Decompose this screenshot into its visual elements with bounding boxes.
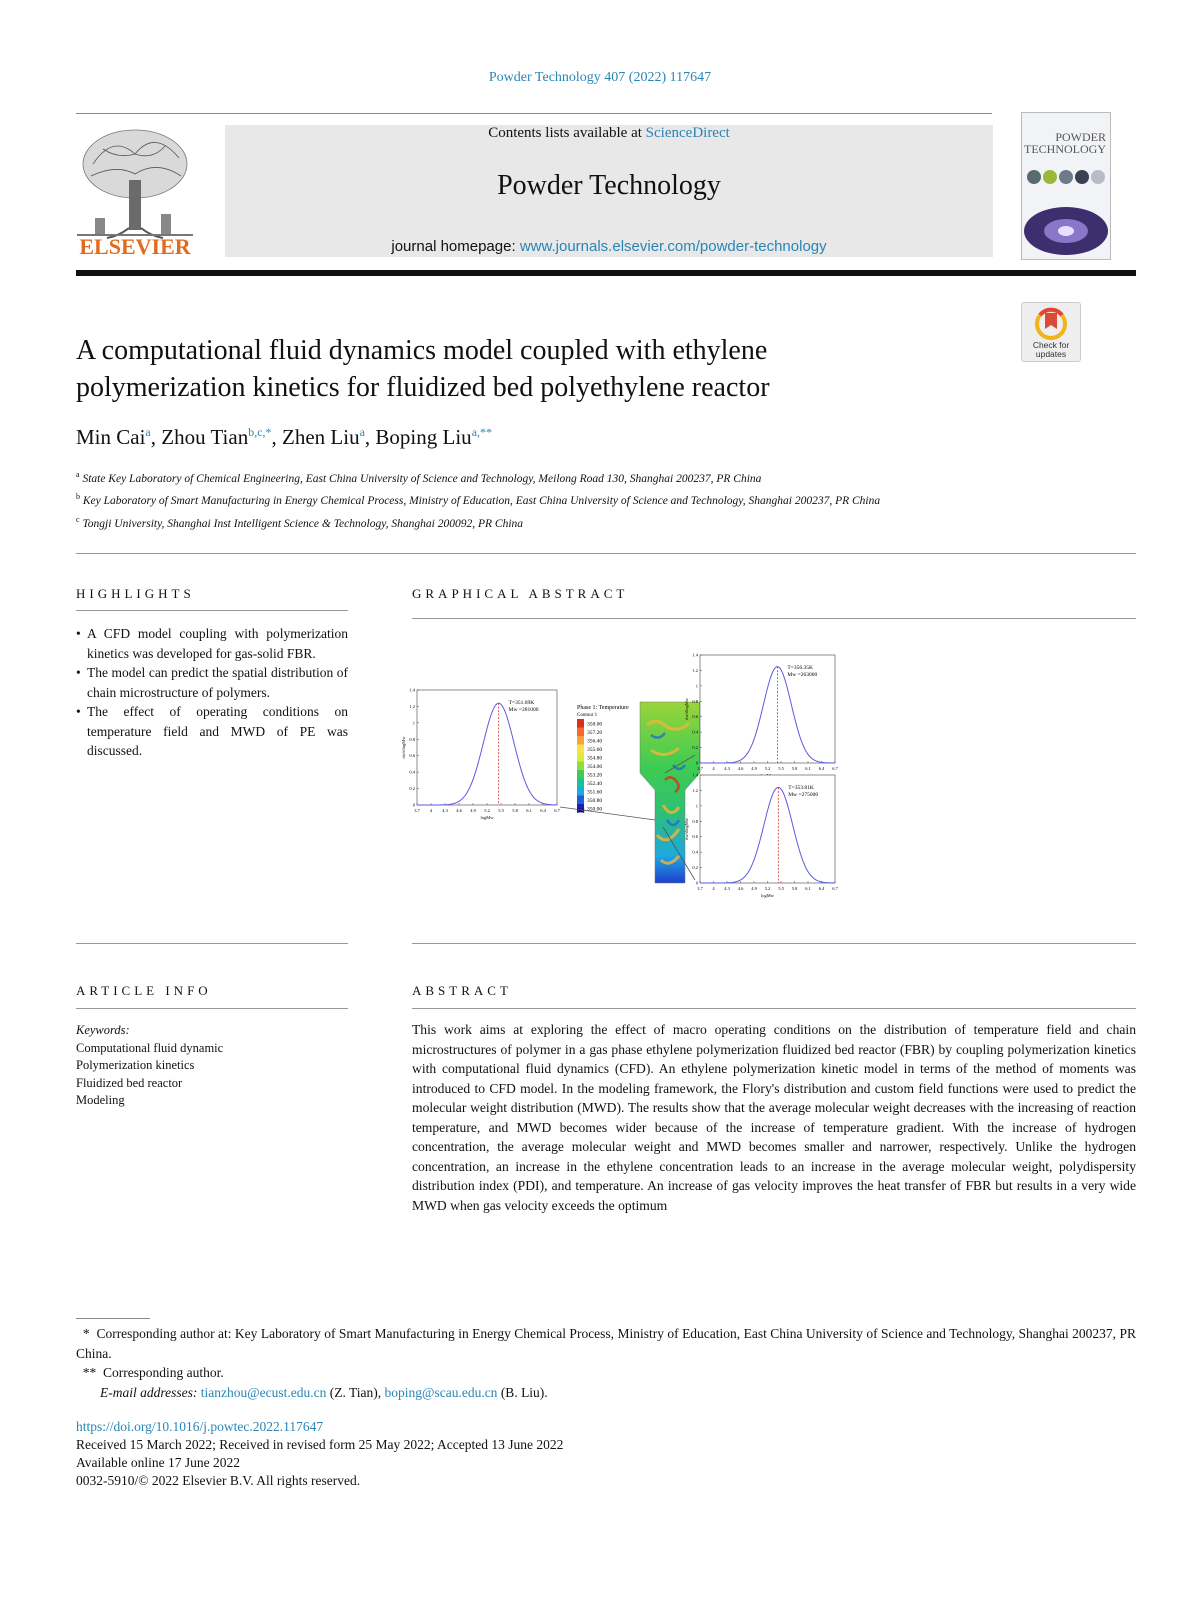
x-tick-label: 5.8 bbox=[791, 766, 798, 771]
author-name[interactable]: Zhen Liu bbox=[282, 425, 360, 449]
y-tick-label: 0.6 bbox=[409, 753, 415, 759]
article-info-heading: ARTICLE INFO bbox=[76, 983, 212, 998]
contour-legend-swatch bbox=[577, 745, 584, 754]
email-link-liu[interactable]: boping@scau.edu.cn bbox=[384, 1384, 498, 1400]
x-tick-label: 3.7 bbox=[697, 766, 703, 771]
contour-legend-level: 356.40 bbox=[587, 738, 603, 745]
contour-legend-swatch bbox=[577, 728, 584, 737]
plot-annotation: T=353.81K bbox=[788, 785, 814, 791]
highlight-item: • A CFD model coupling with polymerization kinetics was developed for gas-solid FBR. bbox=[76, 624, 348, 663]
email-owner-liu: (B. Liu). bbox=[500, 1384, 548, 1400]
y-tick-label: 0.6 bbox=[692, 834, 698, 840]
author-sup[interactable]: a bbox=[359, 425, 365, 439]
footnote-corresponding-2: ** Corresponding author. bbox=[82, 1365, 224, 1380]
y-tick-label: 0 bbox=[695, 880, 698, 886]
check-for-updates-badge[interactable] bbox=[1021, 302, 1081, 362]
svg-text:ELSEVIER: ELSEVIER bbox=[79, 234, 191, 259]
abstract-text: This work aims at exploring the effect of macro operating conditions on the distribution of temperature field and chain microstructures of polymer in a gas phase ethylene polymerization fluidized bed reactor (FBR) by coupling polymerization kinetics with computational fluid dynamics (CFD). An ethylene polymerization kinetic model in terms of the method of moments was introduced to CFD model. In the modeling framework, the Flory's distribution and custom field functions were used to predict the molecular weight distribution (MWD). The results show that the average molecular weight decreases with the increasing of reaction temperature, and MWD becomes wider because of the increase of temperature gradient. With the increase of hydrogen concentration, the average molecular weight and MWD becomes smaller and narrower, respectively. Unlike the hydrogen concentration, an increase in the ethylene concentration leads to an increase in the average molecular weight, polydispersity distribution index (PDI), and temperature. An increase of gas velocity improves the heat transfer of FBR but results in a very wide MWD when gas velocity exceeds the optimum bbox=[412, 1022, 1136, 1213]
plot-annotation: Mw =263000 bbox=[787, 672, 818, 678]
y-tick-label: 0 bbox=[695, 760, 698, 766]
author-name[interactable]: Boping Liu bbox=[375, 425, 472, 449]
contour-legend-level: 357.20 bbox=[587, 730, 603, 736]
contour-legend-level: 354.80 bbox=[587, 755, 603, 762]
contour-legend-level: 358.00 bbox=[587, 721, 603, 728]
affiliations bbox=[76, 466, 1006, 533]
highlights-rule bbox=[76, 610, 348, 611]
author-name[interactable]: Min Cai bbox=[76, 425, 146, 449]
affiliation-c: $^c$ Tongji University, Shanghai Inst Intelligent Science & Technology, Shanghai 200092, PR China bbox=[76, 514, 524, 530]
footnote-corresponding-1: * Corresponding author at: Key Laboratory of Smart Manufacturing in Energy Chemical Process, Ministry of Education, East China University of Science and Technology, Shanghai 200237, PR China. bbox=[76, 1326, 1136, 1361]
y-tick-label: 0.2 bbox=[692, 745, 698, 751]
mwd-plot bbox=[684, 773, 839, 899]
y-tick-label: 1.2 bbox=[692, 787, 698, 793]
x-tick-label: 4.9 bbox=[751, 886, 757, 891]
journal-homepage-link[interactable]: www.journals.elsevier.com/powder-technology bbox=[519, 238, 827, 255]
y-tick-label: 1.2 bbox=[409, 703, 415, 709]
y-axis-label: dw/dlogMw bbox=[684, 817, 689, 841]
keywords-block bbox=[76, 1022, 223, 1110]
plot-annotation: T=356.35K bbox=[787, 665, 813, 671]
x-tick-label: 6.1 bbox=[526, 808, 532, 813]
contour-legend-level: 352.40 bbox=[587, 781, 603, 787]
keyword-item: Computational fluid dynamic bbox=[76, 1040, 224, 1055]
x-tick-label: 3.7 bbox=[414, 808, 420, 813]
abstract-heading: ABSTRACT bbox=[412, 983, 512, 998]
contour-legend-level: 355.60 bbox=[587, 747, 603, 753]
x-tick-label: 6.4 bbox=[818, 886, 825, 891]
publication-info bbox=[76, 1418, 563, 1490]
y-tick-label: 1 bbox=[412, 720, 415, 726]
highlights-heading: HIGHLIGHTS bbox=[76, 586, 195, 601]
y-tick-label: 0.8 bbox=[692, 818, 698, 824]
contents-available-line bbox=[225, 125, 993, 142]
author-sup[interactable]: a,** bbox=[471, 425, 493, 439]
x-tick-label: 6.7 bbox=[554, 808, 560, 813]
x-tick-label: 5.2 bbox=[764, 766, 771, 771]
x-tick-label: 5.5 bbox=[778, 886, 784, 891]
graphical-abstract-rule bbox=[412, 618, 1136, 619]
y-tick-label: 1 bbox=[695, 683, 698, 689]
section-divider bbox=[76, 553, 1136, 554]
contour-legend-swatch bbox=[577, 762, 584, 771]
y-tick-label: 1.4 bbox=[692, 652, 698, 658]
x-tick-label: 6.7 bbox=[832, 886, 838, 891]
y-tick-label: 0.2 bbox=[692, 865, 698, 871]
contour-legend-swatch bbox=[577, 787, 584, 796]
y-tick-label: 0.4 bbox=[692, 849, 698, 855]
keyword-item: Modeling bbox=[76, 1093, 125, 1107]
x-tick-label: 5.8 bbox=[512, 808, 518, 813]
cover-title-line2: TECHNOLOGY bbox=[1024, 142, 1106, 156]
header-rule bbox=[76, 113, 992, 114]
journal-cover-graphic bbox=[1022, 113, 1110, 259]
contour-legend-level: 353.20 bbox=[587, 772, 603, 779]
copyright: 0032-5910/© 2022 Elsevier B.V. All rights reserved. bbox=[76, 1473, 361, 1488]
y-axis-label: dw/dlogMw bbox=[401, 736, 406, 759]
keywords-label: Keywords: bbox=[76, 1023, 130, 1037]
x-tick-label: 4.3 bbox=[724, 766, 730, 771]
x-tick-label: 4.3 bbox=[724, 886, 730, 891]
reactor-temperature-contour bbox=[640, 702, 700, 883]
doi-link[interactable]: https://doi.org/10.1016/j.powtec.2022.117647 bbox=[76, 1419, 324, 1434]
affiliation-a: $^a$ State Key Laboratory of Chemical Engineering, East China University of Science and Technology, Meilong Road 130, Shanghai 200237, PR China bbox=[76, 470, 762, 485]
x-tick-label: 4 bbox=[712, 886, 715, 891]
abstract-rule bbox=[412, 1008, 1136, 1009]
x-tick-label: 6.1 bbox=[805, 766, 811, 771]
journal-reference-link[interactable]: Powder Technology 407 (2022) 117647 bbox=[488, 70, 712, 85]
mwd-plot bbox=[401, 688, 561, 821]
x-axis-label: logMw bbox=[480, 815, 494, 820]
plot-annotation: Mw =281000 bbox=[508, 707, 539, 713]
received-dates: Received 15 March 2022; Received in revised form 25 May 2022; Accepted 13 June 2022 bbox=[76, 1437, 564, 1452]
article-info-rule bbox=[76, 1008, 348, 1009]
header-thick-rule bbox=[76, 270, 1136, 276]
sciencedirect-link[interactable]: ScienceDirect bbox=[645, 125, 730, 141]
keyword-item: Polymerization kinetics bbox=[76, 1058, 195, 1072]
author-sup[interactable]: a bbox=[145, 425, 151, 439]
contour-legend-swatch bbox=[577, 796, 584, 805]
mwd-plot bbox=[684, 653, 839, 779]
x-tick-label: 5.5 bbox=[778, 766, 784, 771]
graphical-abstract-figure[interactable] bbox=[401, 652, 885, 925]
title-line-1: A computational fluid dynamics model coupled with ethylene bbox=[76, 335, 768, 366]
x-tick-label: 6.1 bbox=[805, 886, 811, 891]
y-tick-label: 0.6 bbox=[692, 714, 698, 720]
plot-annotation: T=351.69K bbox=[508, 700, 535, 706]
y-tick-label: 0.8 bbox=[692, 698, 698, 704]
footnote-rule bbox=[76, 1318, 150, 1319]
contour-legend-swatch bbox=[577, 770, 584, 779]
x-tick-label: 4 bbox=[712, 766, 715, 771]
x-tick-label: 5.5 bbox=[498, 808, 504, 813]
contour-legend-swatch bbox=[577, 719, 584, 728]
contour-legend-swatch bbox=[577, 779, 584, 788]
y-tick-label: 1.4 bbox=[409, 687, 415, 693]
affiliation-b: $^b$ Key Laboratory of Smart Manufacturing in Energy Chemical Process, Ministry of Education, East China University of Science and Technology, Shanghai 200237, PR China bbox=[76, 492, 881, 508]
x-tick-label: 6.7 bbox=[832, 766, 838, 771]
contour-legend-unit: [K] bbox=[577, 808, 585, 814]
check-updates-label: Check for updates bbox=[1032, 340, 1070, 359]
highlight-item: • The model can predict the spatial distribution of chain microstructure of polymers. bbox=[76, 663, 348, 702]
title-line-2: polymerization kinetics for fluidized bed polyethylene reactor bbox=[76, 372, 770, 403]
y-tick-label: 0 bbox=[412, 802, 415, 808]
highlight-item: • The effect of operating conditions on temperature field and MWD of PE was discussed. bbox=[76, 702, 348, 761]
contour-legend-title: Phase 1: Temperature bbox=[577, 705, 629, 711]
section-divider-left bbox=[76, 943, 348, 944]
article-title bbox=[76, 332, 976, 406]
x-tick-label: 4.9 bbox=[751, 766, 757, 771]
highlights-list bbox=[76, 624, 348, 761]
x-tick-label: 3.7 bbox=[697, 886, 703, 891]
x-tick-label: 4.9 bbox=[470, 808, 476, 813]
contour-legend-level: 351.60 bbox=[587, 789, 603, 796]
y-tick-label: 1 bbox=[695, 803, 698, 809]
contour-legend-swatch bbox=[577, 753, 584, 762]
x-tick-label: 4.3 bbox=[442, 808, 448, 813]
y-tick-label: 1.2 bbox=[692, 667, 698, 673]
homepage-prefix: journal homepage: bbox=[391, 238, 520, 255]
x-tick-label: 6.4 bbox=[540, 808, 546, 813]
y-axis-label: dw/dlogMw bbox=[684, 697, 689, 721]
section-divider-right bbox=[412, 943, 1136, 944]
journal-homepage-line bbox=[225, 238, 993, 255]
available-online: Available online 17 June 2022 bbox=[76, 1455, 240, 1470]
contour-legend bbox=[577, 705, 629, 814]
elsevier-tree-icon bbox=[73, 124, 197, 258]
journal-cover-image[interactable] bbox=[1021, 112, 1111, 260]
cover-title-line1: POWDER bbox=[1055, 130, 1106, 144]
x-tick-label: 6.4 bbox=[818, 766, 825, 771]
y-tick-label: 0.2 bbox=[409, 786, 415, 792]
y-tick-label: 0.4 bbox=[692, 729, 698, 735]
contents-prefix: Contents lists available at bbox=[488, 125, 646, 141]
author-list: Min Cai$^a$, Zhou Tian$^{b,c,*}$, Zhen Liu$^a$, Boping Liu$^{a,**}$ bbox=[76, 425, 493, 449]
footnotes bbox=[76, 1324, 1136, 1402]
x-axis-label: logMw bbox=[760, 893, 775, 898]
y-tick-label: 1.4 bbox=[692, 772, 698, 778]
journal-title: Powder Technology bbox=[497, 170, 721, 201]
footnote-emails bbox=[76, 1383, 1136, 1403]
y-tick-label: 0.8 bbox=[409, 736, 415, 742]
x-tick-label: 5.8 bbox=[791, 886, 798, 891]
contour-legend-level: 354.00 bbox=[587, 764, 603, 770]
contour-legend-subtitle: Contour 1 bbox=[577, 713, 598, 718]
author-name[interactable]: Zhou Tian bbox=[161, 425, 249, 449]
email-link-tian[interactable]: tianzhou@ecust.edu.cn bbox=[200, 1384, 327, 1400]
keyword-item: Fluidized bed reactor bbox=[76, 1075, 183, 1090]
plot-annotation: Mw =275000 bbox=[788, 792, 819, 798]
contour-legend-level: 350.00 bbox=[587, 806, 603, 813]
contour-legend-level: 350.80 bbox=[587, 798, 603, 804]
x-tick-label: 4.6 bbox=[456, 808, 462, 813]
contour-legend-swatch bbox=[577, 736, 584, 745]
x-tick-label: 5.2 bbox=[484, 808, 490, 813]
x-tick-label: 4.6 bbox=[737, 886, 744, 891]
x-tick-label: 4.6 bbox=[737, 766, 744, 771]
x-tick-label: 5.2 bbox=[764, 886, 771, 891]
graphical-abstract-heading: GRAPHICAL ABSTRACT bbox=[412, 586, 629, 601]
email-label: E-mail addresses: bbox=[100, 1384, 198, 1400]
author-sup[interactable]: b,c,* bbox=[248, 425, 272, 439]
elsevier-logo[interactable] bbox=[73, 124, 197, 258]
x-tick-label: 4 bbox=[429, 808, 433, 813]
y-tick-label: 0.4 bbox=[409, 769, 415, 775]
email-owner-tian: (Z. Tian), bbox=[329, 1384, 382, 1400]
